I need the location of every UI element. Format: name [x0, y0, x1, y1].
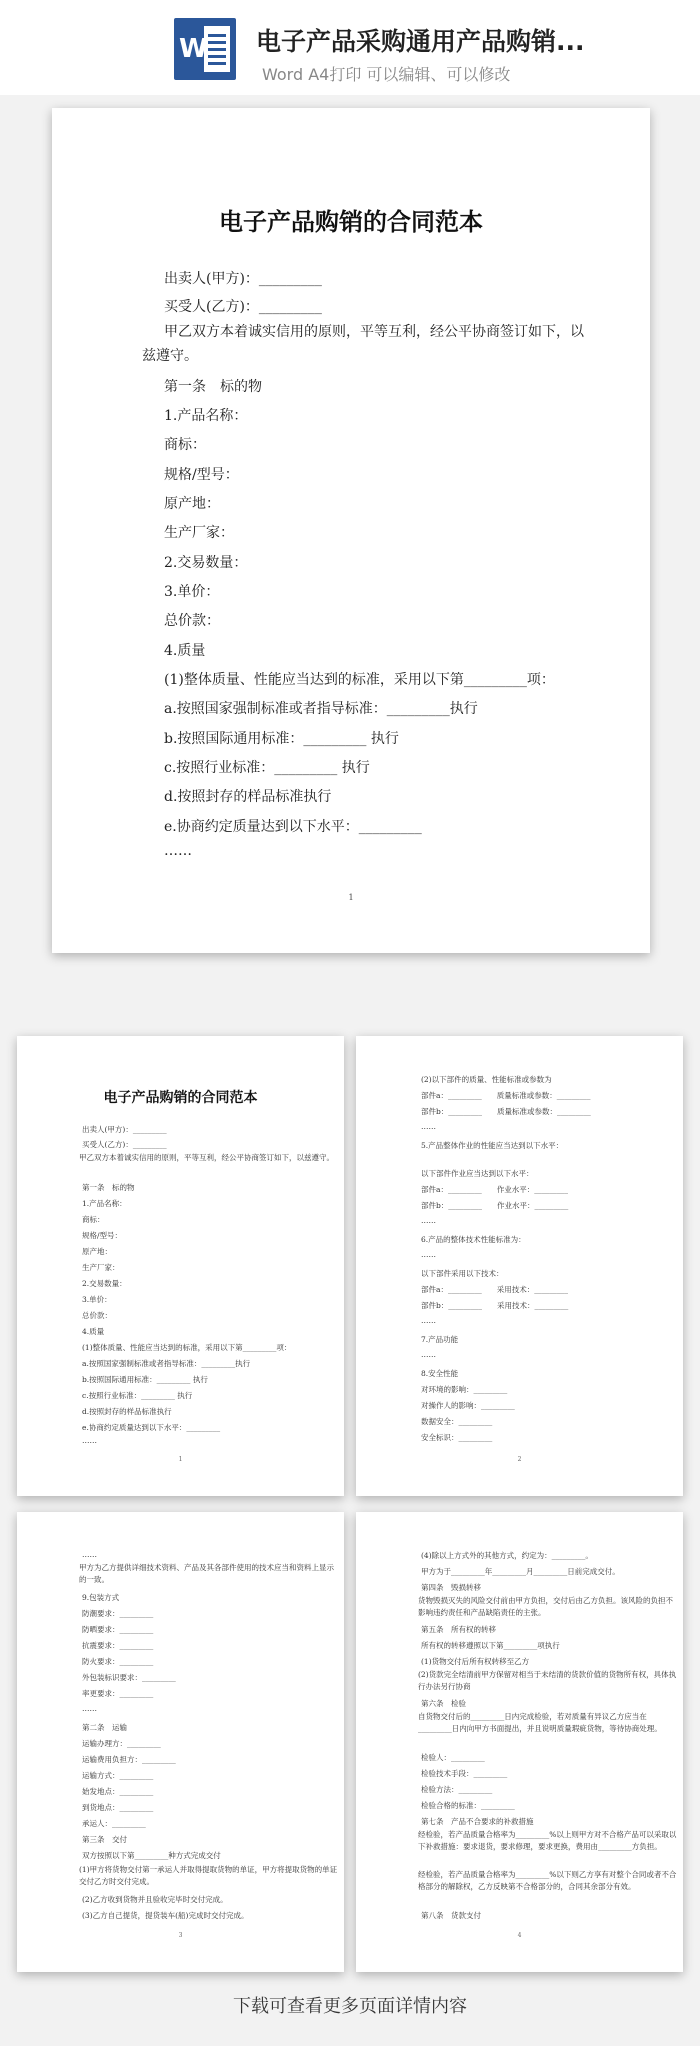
thumb-line: 第五条 所有权的转移 — [421, 1625, 496, 1634]
doc-line: 生产厂家： — [164, 525, 234, 541]
thumb-line: 自货物交付后的_________日内完成检验，若对质量有异议乙方应当在_________日内向甲方书面提出，并且说明质量瑕疵货物，等待协商处理。 — [418, 1712, 662, 1733]
thumb-line: 买受人(乙方)：_________ — [82, 1140, 167, 1149]
thumb-line: 防潮要求：_________ — [82, 1609, 154, 1618]
thumb-line: 抗震要求：_________ — [82, 1641, 154, 1650]
thumb-line: 对操作人的影响：_________ — [421, 1401, 515, 1410]
doc-line: …… — [164, 843, 192, 859]
thumb-line: …… — [421, 1250, 436, 1259]
thumb-line: 第三条 交付 — [82, 1835, 127, 1844]
document-subtitle: Word A4打印 可以编辑、可以修改 — [262, 65, 511, 84]
doc-line: 商标： — [164, 437, 206, 453]
thumb-line: 以下部件采用以下技术： — [421, 1269, 504, 1278]
contract-title: 电子产品购销的合同范本 — [219, 208, 483, 236]
page-thumbnail-3[interactable] — [17, 1512, 344, 1972]
thumbnail-title: 电子产品购销的合同范本 — [103, 1090, 258, 1106]
thumb-line: …… — [82, 1550, 97, 1559]
thumb-line: a.按照国家强制标准或者指导标准：_________执行 — [82, 1359, 251, 1368]
thumb-line: 经检验，若产品质量合格率为_________%以下则乙方享有对整个合同或者不合格部分的解除权，乙方反映第不合格部分的，合同其余部分有效。 — [418, 1870, 677, 1891]
thumb-line: 数据安全：_________ — [421, 1417, 493, 1426]
thumb-line: (3)乙方自己提货，提货装车(船)完成时交付完成。 — [82, 1911, 249, 1920]
thumb-line: 第六条 检验 — [421, 1699, 466, 1708]
thumb-line: 9.包装方式 — [82, 1593, 120, 1602]
thumb-page-number: 2 — [517, 1456, 522, 1463]
thumb-line: 1.产品名称： — [82, 1199, 127, 1208]
thumb-line: 承运人：_________ — [82, 1819, 146, 1828]
thumb-line: …… — [421, 1122, 436, 1131]
thumb-line: 运输费用负担方：_________ — [82, 1755, 176, 1764]
thumb-line: 对环境的影响：_________ — [421, 1385, 508, 1394]
thumb-line: 第四条 毁损转移 — [421, 1583, 481, 1592]
page-number: 1 — [348, 893, 354, 902]
doc-line: 2.交易数量： — [164, 555, 248, 571]
thumb-line: 检验方法：_________ — [421, 1785, 493, 1794]
thumb-line: 部件a：_________ 质量标准或参数：_________ — [421, 1091, 591, 1100]
thumb-page-number: 4 — [517, 1932, 522, 1939]
thumb-line: 双方按照以下第_________种方式完成交付 — [82, 1851, 221, 1860]
thumb-line: 检验合格的标准：_________ — [421, 1801, 515, 1810]
thumb-line: 以下部件作业应当达到以下水平： — [421, 1169, 534, 1178]
header-bar — [0, 0, 700, 95]
thumb-line: (1)甲方将货物交付第一承运人并取得提取货物的单证，甲方将提取货物的单证交付乙方时交付完成。 — [79, 1865, 338, 1886]
document-title: 电子产品采购通用产品购销... — [256, 27, 585, 56]
thumb-line: …… — [82, 1704, 97, 1713]
thumb-line: 防晒要求：_________ — [82, 1625, 154, 1634]
thumb-line: …… — [82, 1436, 97, 1445]
thumb-line: 甲乙双方本着诚实信用的原则，平等互利，经公平协商签订如下，以兹遵守。 — [79, 1153, 334, 1162]
thumb-line: 第七条 产品不合要求的补救措施 — [421, 1817, 534, 1826]
main-page-preview[interactable] — [52, 108, 650, 953]
thumb-line: 运输方式：_________ — [82, 1771, 154, 1780]
doc-line: e.协商约定质量达到以下水平：_________ — [164, 819, 422, 835]
thumb-line: 经检验，若产品质量合格率为_________%以上则甲方对不合格产品可以采取以下补救措施：要求退货，要求修理，要求更换，费用由_________方负担。 — [418, 1830, 677, 1851]
thumb-line: 生产厂家： — [82, 1263, 120, 1272]
thumb-line: 第一条 标的物 — [82, 1183, 135, 1192]
thumb-line: (4)除以上方式外的其他方式，约定为：_________。 — [421, 1551, 593, 1560]
thumb-line: …… — [421, 1350, 436, 1359]
doc-line: (1)整体质量、性能应当达到的标准，采用以下第_________项： — [164, 672, 555, 688]
thumb-line: (1)整体质量、性能应当达到的标准，采用以下第_________项： — [82, 1343, 292, 1352]
doc-line: 3.单价： — [164, 584, 220, 600]
doc-line: 规格/型号： — [164, 467, 239, 483]
thumb-line: …… — [421, 1316, 436, 1325]
thumb-line: (2)乙方收到货物并且验收完毕时交付完成。 — [82, 1895, 228, 1904]
thumb-line: 总价款： — [82, 1311, 112, 1320]
page-thumbnail-4[interactable] — [356, 1512, 683, 1972]
page-thumbnail-1[interactable] — [17, 1036, 344, 1496]
thumb-line: 外包装标识要求：_________ — [82, 1673, 176, 1682]
thumb-line: 8.安全性能 — [421, 1369, 459, 1378]
doc-line: 4.质量 — [164, 643, 206, 659]
thumb-line: 部件a：_________ 采用技术：_________ — [421, 1285, 568, 1294]
thumb-line: b.按照国际通用标准：_________ 执行 — [82, 1375, 208, 1384]
thumb-line: 2.交易数量： — [82, 1279, 127, 1288]
preamble: 甲乙双方本着诚实信用的原则，平等互利，经公平协商签订如下，以兹遵守。 — [142, 324, 584, 364]
thumb-line: 运输办理方：_________ — [82, 1739, 161, 1748]
thumb-line: 货物毁损灭失的风险交付前由甲方负担，交付后由乙方负担。该风险的负担不影响违约责任和产品缺陷责任的主张。 — [418, 1596, 673, 1617]
thumb-line: 出卖人(甲方)：_________ — [82, 1125, 167, 1134]
thumb-line: 安全标识：_________ — [421, 1433, 493, 1442]
doc-line: 1.产品名称： — [164, 408, 248, 424]
doc-line: b.按照国际通用标准：_________ 执行 — [164, 731, 399, 747]
thumb-line: (1)货物交付后所有权转移至乙方 — [421, 1657, 530, 1666]
thumb-line: 第二条 运输 — [82, 1723, 127, 1732]
thumb-line: c.按照行业标准：_________ 执行 — [82, 1391, 193, 1400]
thumb-line: 7.产品功能 — [421, 1335, 459, 1344]
thumb-page-number: 3 — [178, 1932, 183, 1939]
thumb-line: 所有权的转移遵照以下第_________项执行 — [421, 1641, 560, 1650]
thumb-line: 防火要求：_________ — [82, 1657, 154, 1666]
thumb-line: 始发地点：_________ — [82, 1787, 154, 1796]
thumb-line: 部件b：_________ 作业水平：_________ — [421, 1201, 569, 1210]
thumb-page-number: 1 — [178, 1456, 183, 1463]
doc-line: d.按照封存的样品标准执行 — [164, 789, 332, 805]
doc-line: 原产地： — [164, 496, 220, 512]
thumb-line: 第八条 货款支付 — [421, 1911, 481, 1920]
thumb-line: 部件a：_________ 作业水平：_________ — [421, 1185, 568, 1194]
view-more-link[interactable]: 下载可查看更多页面详情内容 — [233, 1996, 467, 2017]
thumb-line: 到货地点：_________ — [82, 1803, 154, 1812]
word-document-icon: W — [174, 18, 236, 80]
seller-line: 出卖人(甲方)：_________ — [164, 271, 322, 287]
thumb-line: 率更要求：_________ — [82, 1689, 154, 1698]
thumb-line: e.协商约定质量达到以下水平：_________ — [82, 1423, 221, 1432]
thumb-line: 部件b：_________ 采用技术：_________ — [421, 1301, 569, 1310]
thumb-line: 甲方为乙方提供详细技术资料、产品及其各部件使用的技术应当和资料上显示的一致。 — [79, 1563, 334, 1584]
thumb-line: 部件b：_________ 质量标准或参数：_________ — [421, 1107, 591, 1116]
thumb-line: 规格/型号： — [82, 1231, 123, 1240]
thumb-line: 商标： — [82, 1215, 105, 1224]
thumb-line: (2)货款完全结清前甲方保留对相当于未结清的货款价值的货物所有权，具体执行办法另行协商 — [418, 1670, 677, 1691]
thumb-line: 检验人：_________ — [421, 1753, 485, 1762]
article-heading: 第一条 标的物 — [164, 379, 262, 395]
doc-line: c.按照行业标准：_________ 执行 — [164, 760, 370, 776]
thumb-line: (2)以下部件的质量、性能标准或参数为 — [421, 1075, 552, 1084]
thumb-line: d.按照封存的样品标准执行 — [82, 1407, 172, 1416]
thumb-line: 5.产品整体作业的性能应当达到以下水平： — [421, 1141, 564, 1150]
doc-line: a.按照国家强制标准或者指导标准：_________执行 — [164, 701, 478, 717]
thumb-line: …… — [421, 1216, 436, 1225]
doc-line: 总价款： — [164, 613, 220, 629]
thumb-line: 3.单价： — [82, 1295, 112, 1304]
page-thumbnail-2[interactable] — [356, 1036, 683, 1496]
thumb-line: 甲方为于_________年_________月_________日前完成交付。 — [421, 1567, 620, 1576]
buyer-line: 买受人(乙方)：_________ — [164, 299, 322, 315]
thumb-line: 6.产品的整体技术性能标准为： — [421, 1235, 526, 1244]
thumb-line: 原产地： — [82, 1247, 112, 1256]
thumb-line: 4.质量 — [82, 1327, 105, 1336]
thumb-line: 检验技术手段：_________ — [421, 1769, 508, 1778]
